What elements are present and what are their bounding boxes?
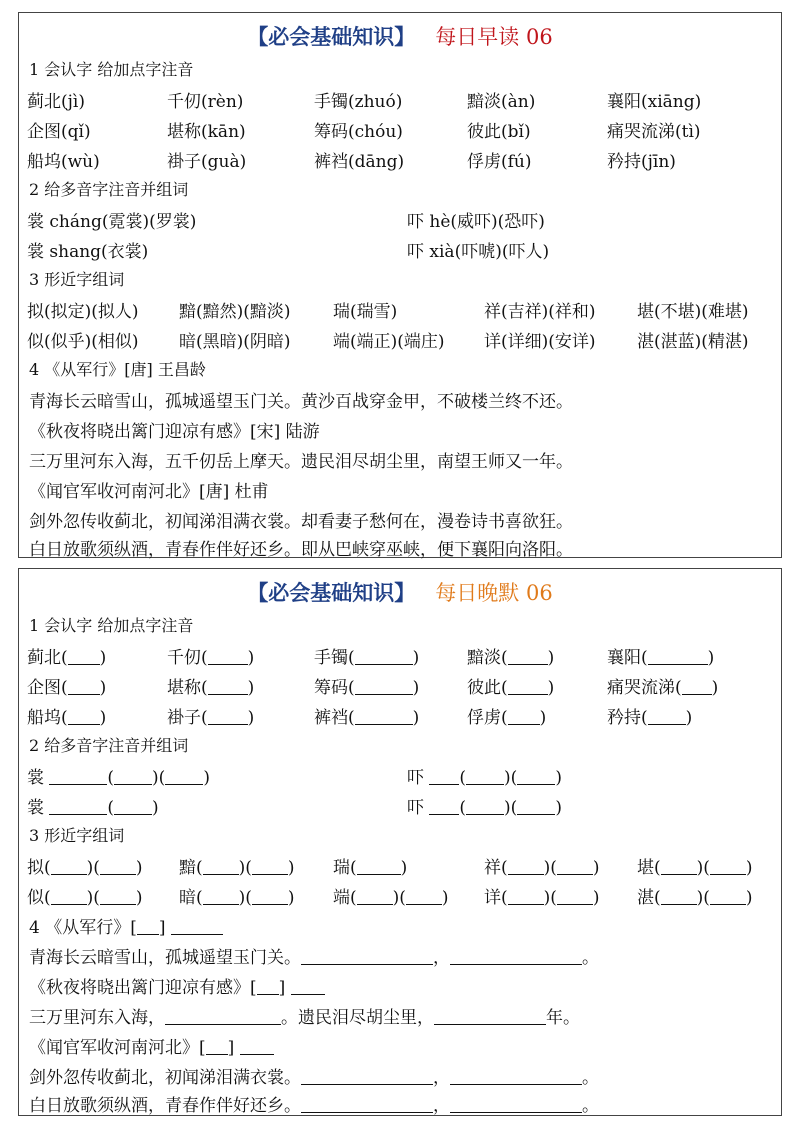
item: 堪称( ): [167, 678, 255, 698]
polyphone-item: 吓 ( )( ): [407, 768, 562, 788]
section1-heading: 1 会认字 给加点字注音: [29, 60, 194, 79]
item: 千仞( ): [167, 648, 255, 668]
item: 矜持( ): [607, 708, 693, 728]
evening-dictation-panel: [18, 568, 782, 1116]
item: 详(详细)(安详): [484, 332, 596, 352]
poem3-line2: 白日放歌须纵酒，青春作伴好还乡。即从巴峡穿巫峡，便下襄阳向洛阳。: [29, 540, 573, 560]
item: 手镯(zhuó): [314, 92, 403, 112]
item: 黯( )( ): [179, 858, 295, 878]
item: 湛(湛蓝)(精湛): [637, 332, 749, 352]
s2-row2: [19, 789, 781, 819]
item: 瑞( ): [333, 858, 408, 878]
s2-row2: [19, 233, 781, 263]
section4-heading: 4 《从军行》[ ]: [19, 909, 781, 939]
polyphone-item: 裳 shang(衣裳): [27, 242, 149, 262]
item: 船坞( ): [27, 708, 107, 728]
s2-row1: [19, 203, 781, 233]
poem2-title: 《秋夜将晓出篱门迎凉有感》[宋] 陆游: [29, 422, 320, 442]
item: 端( )( ): [333, 888, 449, 908]
s1-row2: [19, 113, 781, 143]
poem3-title: 《闻官军收河南河北》[唐] 杜甫: [29, 482, 269, 502]
item: 企图(qǐ): [27, 122, 91, 142]
s1-row3: [19, 699, 781, 729]
item: 拟( )( ): [27, 858, 143, 878]
item: 船坞(wù): [27, 152, 100, 172]
morning-title-suffix: 每日早读 06: [435, 25, 553, 49]
evening-title: [19, 577, 781, 607]
section2-heading: 2 给多音字注音并组词: [29, 736, 189, 755]
s3-row2: [19, 323, 781, 353]
item: 千仞(rèn): [167, 92, 244, 112]
s1-row1: [19, 83, 781, 113]
item: 褂子(guà): [167, 152, 247, 172]
item: 堪(不堪)(难堪): [637, 302, 749, 322]
item: 暗(黑暗)(阴暗): [179, 332, 291, 352]
item: 彼此(bǐ): [467, 122, 531, 142]
item: 俘虏( ): [467, 708, 547, 728]
morning-title: [19, 21, 781, 51]
polyphone-item: 吓 xià(吓唬)(吓人): [407, 242, 550, 262]
s1-row2: [19, 669, 781, 699]
section3-heading: 3 形近字组词: [29, 826, 125, 845]
item: 蓟北(jì): [27, 92, 85, 112]
polyphone-item: 裳 ( )( ): [27, 768, 210, 788]
section2-heading: 2 给多音字注音并组词: [29, 180, 189, 199]
item: 企图( ): [27, 678, 107, 698]
item: 似( )( ): [27, 888, 143, 908]
evening-title-suffix: 每日晚默 06: [435, 581, 553, 605]
poem2-line: 三万里河东入海，五千仞岳上摩天。遗民泪尽胡尘里，南望王师又一年。: [29, 452, 573, 472]
poem3-line1: 剑外忽传收蓟北，初闻涕泪满衣裳。 ， 。: [29, 1068, 599, 1088]
item: 痛哭流涕(tì): [607, 122, 701, 142]
item: 裤裆( ): [314, 708, 420, 728]
item: 详( )( ): [484, 888, 600, 908]
item: 筹码(chóu): [314, 122, 403, 142]
s1-row1: [19, 639, 781, 669]
item: 彼此( ): [467, 678, 555, 698]
polyphone-item: 吓 ( )( ): [407, 798, 562, 818]
item: 褂子( ): [167, 708, 255, 728]
polyphone-item: 吓 hè(威吓)(恐吓): [407, 212, 545, 232]
item: 祥(吉祥)(祥和): [484, 302, 596, 322]
item: 暗( )( ): [179, 888, 295, 908]
item: 襄阳( ): [607, 648, 715, 668]
poem1-line: 青海长云暗雪山，孤城遥望玉门关。 ， 。: [29, 948, 599, 968]
item: 瑞(瑞雪): [333, 302, 398, 322]
polyphone-item: 裳 cháng(霓裳)(罗裳): [27, 212, 197, 232]
s3-row2: [19, 879, 781, 909]
poem3-line2: 白日放歌须纵酒，青春作伴好还乡。 ， 。: [29, 1096, 599, 1116]
section3-heading: 3 形近字组词: [29, 270, 125, 289]
s2-row1: [19, 759, 781, 789]
item: 似(似乎)(相似): [27, 332, 139, 352]
item: 矜持(jīn): [607, 152, 676, 172]
evening-title-prefix: 【必会基础知识】: [247, 580, 416, 605]
s3-row1: [19, 849, 781, 879]
item: 祥( )( ): [484, 858, 600, 878]
item: 黯淡(àn): [467, 92, 536, 112]
s1-row3: [19, 143, 781, 173]
poem3-title: 《闻官军收河南河北》[ ]: [19, 1029, 781, 1059]
poem1-line: 青海长云暗雪山，孤城遥望玉门关。黄沙百战穿金甲，不破楼兰终不还。: [29, 392, 573, 412]
section4-heading: 4 《从军行》[唐] 王昌龄: [29, 360, 206, 379]
item: 堪称(kān): [167, 122, 246, 142]
item: 湛( )( ): [637, 888, 753, 908]
item: 痛哭流涕( ): [607, 678, 719, 698]
poem3-line1: 剑外忽传收蓟北，初闻涕泪满衣裳。却看妻子愁何在，漫卷诗书喜欲狂。: [29, 512, 573, 532]
item: 手镯( ): [314, 648, 420, 668]
morning-reading-panel: [18, 12, 782, 558]
item: 裤裆(dāng): [314, 152, 405, 172]
item: 端(端正)(端庄): [333, 332, 445, 352]
section1-heading: 1 会认字 给加点字注音: [29, 616, 194, 635]
item: 俘虏(fú): [467, 152, 532, 172]
poem2-line: 三万里河东入海， 。遗民泪尽胡尘里， 年。: [29, 1008, 580, 1028]
item: 黯(黯然)(黯淡): [179, 302, 291, 322]
item: 筹码( ): [314, 678, 420, 698]
polyphone-item: 裳 ( ): [27, 798, 159, 818]
item: 襄阳(xiāng): [607, 92, 702, 112]
poem2-title: 《秋夜将晓出篱门迎凉有感》[ ]: [19, 969, 781, 999]
item: 堪( )( ): [637, 858, 753, 878]
item: 拟(拟定)(拟人): [27, 302, 139, 322]
s3-row1: [19, 293, 781, 323]
item: 黯淡( ): [467, 648, 555, 668]
item: 蓟北( ): [27, 648, 107, 668]
morning-title-prefix: 【必会基础知识】: [247, 24, 416, 49]
